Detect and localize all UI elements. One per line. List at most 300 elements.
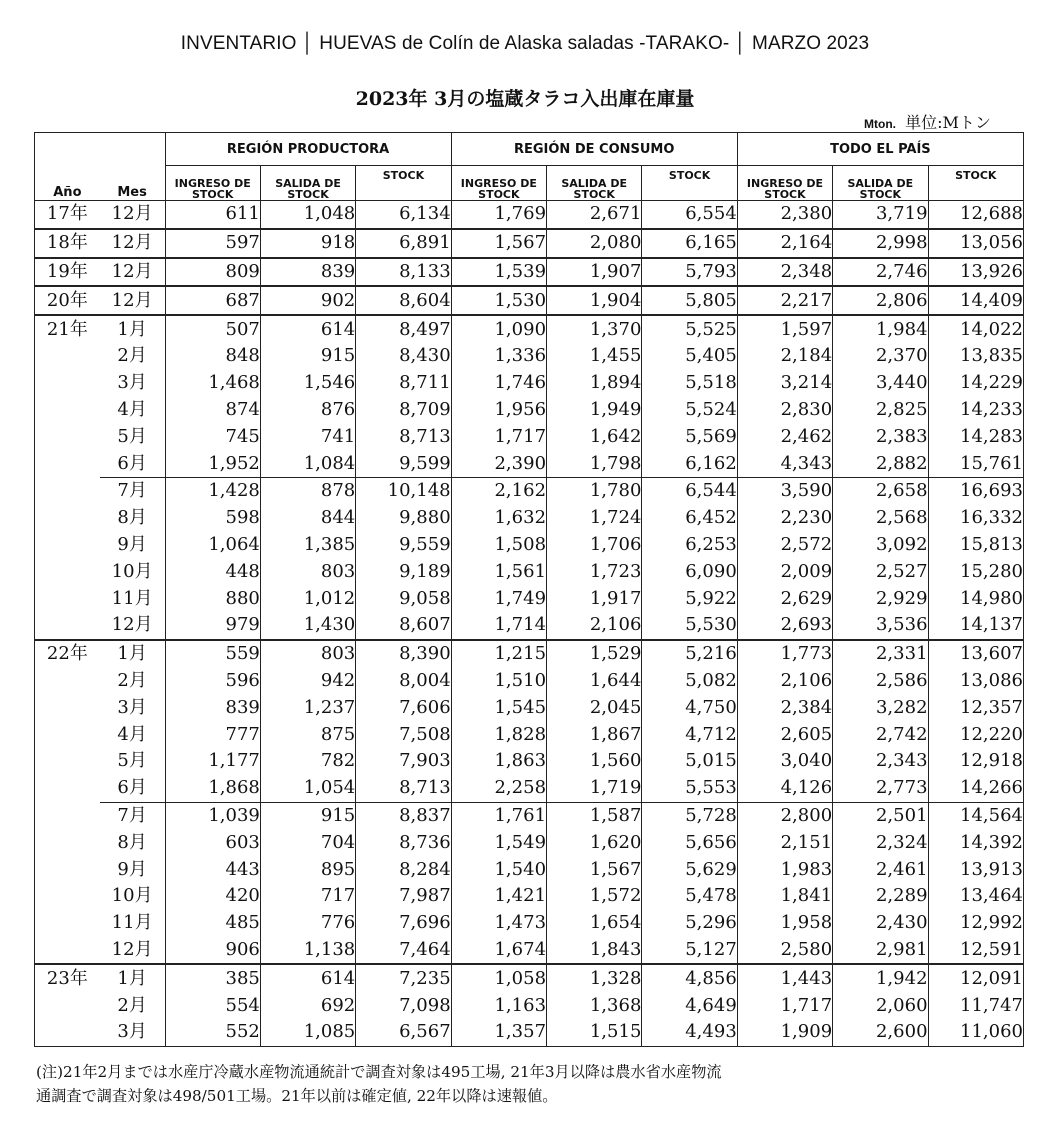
value-cell-salida-productora: 844	[260, 505, 355, 532]
value-cell-ingreso-productora: 906	[165, 937, 260, 965]
value-cell-stock-productora: 9,189	[356, 558, 451, 585]
value-cell-stock-productora: 9,599	[356, 450, 451, 477]
month-cell: 7月	[100, 477, 165, 504]
value-cell-salida-pais: 2,289	[833, 883, 928, 910]
value-cell-ingreso-productora: 485	[165, 910, 260, 937]
subheader-line-1: INGRESO DE	[174, 177, 251, 190]
value-cell-salida-pais: 2,773	[833, 775, 928, 802]
value-cell-stock-consumo: 4,856	[642, 964, 737, 992]
month-cell: 12月	[100, 201, 165, 229]
value-cell-ingreso-productora: 880	[165, 585, 260, 612]
value-cell-salida-pais: 2,430	[833, 910, 928, 937]
value-cell-stock-pais: 16,332	[928, 505, 1023, 532]
value-cell-salida-consumo: 1,560	[547, 748, 642, 775]
value-cell-ingreso-consumo: 1,769	[451, 201, 546, 229]
value-cell-salida-consumo: 1,368	[547, 992, 642, 1019]
value-cell-ingreso-consumo: 1,421	[451, 883, 546, 910]
value-cell-salida-consumo: 2,080	[547, 229, 642, 258]
value-cell-salida-pais: 2,060	[833, 992, 928, 1019]
value-cell-salida-pais: 1,942	[833, 964, 928, 992]
month-cell: 11月	[100, 585, 165, 612]
value-cell-ingreso-pais: 2,693	[737, 612, 832, 640]
value-cell-ingreso-productora: 443	[165, 856, 260, 883]
value-cell-salida-productora: 1,048	[260, 201, 355, 229]
inventory-table	[34, 132, 1024, 1047]
value-cell-ingreso-pais: 2,384	[737, 694, 832, 721]
value-cell-stock-productora: 8,607	[356, 612, 451, 640]
table-row	[35, 558, 1024, 585]
value-cell-ingreso-pais: 4,343	[737, 450, 832, 477]
value-cell-stock-pais: 14,392	[928, 829, 1023, 856]
value-cell-ingreso-productora: 809	[165, 258, 260, 287]
value-cell-ingreso-pais: 3,214	[737, 370, 832, 397]
value-cell-salida-consumo: 1,620	[547, 829, 642, 856]
value-cell-salida-productora: 1,054	[260, 775, 355, 802]
month-cell: 8月	[100, 829, 165, 856]
value-cell-stock-productora: 7,903	[356, 748, 451, 775]
value-cell-salida-pais: 2,746	[833, 258, 928, 287]
month-cell: 3月	[100, 370, 165, 397]
value-cell-stock-consumo: 6,165	[642, 229, 737, 258]
table-row	[35, 505, 1024, 532]
value-cell-stock-productora: 8,284	[356, 856, 451, 883]
value-cell-ingreso-productora: 559	[165, 640, 260, 668]
subheader-line-1: STOCK	[955, 169, 997, 182]
table-row	[35, 585, 1024, 612]
value-cell-stock-productora: 8,711	[356, 370, 451, 397]
year-cell: 17年	[35, 201, 100, 229]
value-cell-salida-consumo: 2,106	[547, 612, 642, 640]
value-cell-ingreso-productora: 597	[165, 229, 260, 258]
value-cell-ingreso-productora: 507	[165, 315, 260, 343]
value-cell-ingreso-consumo: 1,540	[451, 856, 546, 883]
table-row	[35, 477, 1024, 504]
value-cell-salida-productora: 803	[260, 640, 355, 668]
value-cell-stock-consumo: 6,253	[642, 532, 737, 559]
value-cell-salida-consumo: 1,515	[547, 1019, 642, 1046]
year-cell	[35, 668, 100, 695]
value-cell-ingreso-pais: 1,443	[737, 964, 832, 992]
document-title: INVENTARIO │ HUEVAS de Colín de Alaska saladas -TARAKO- │ MARZO 2023	[180, 33, 870, 54]
value-cell-stock-pais: 14,266	[928, 775, 1023, 802]
year-cell	[35, 397, 100, 424]
value-cell-ingreso-consumo: 1,510	[451, 668, 546, 695]
footnote-line-1: (注)21年2月までは水産庁冷蔵水産物流通統計で調査対象は495工場, 21年3月以降は農水省水産物流	[36, 1063, 722, 1081]
value-cell-salida-pais: 2,981	[833, 937, 928, 965]
value-cell-salida-productora: 915	[260, 343, 355, 370]
value-cell-salida-pais: 2,742	[833, 721, 928, 748]
value-cell-ingreso-pais: 3,040	[737, 748, 832, 775]
value-cell-stock-productora: 7,098	[356, 992, 451, 1019]
value-cell-stock-productora: 9,058	[356, 585, 451, 612]
value-cell-ingreso-productora: 611	[165, 201, 260, 229]
value-cell-salida-productora: 839	[260, 258, 355, 287]
value-cell-stock-pais: 14,137	[928, 612, 1023, 640]
month-cell: 11月	[100, 910, 165, 937]
value-cell-salida-productora: 704	[260, 829, 355, 856]
year-cell	[35, 883, 100, 910]
year-cell	[35, 992, 100, 1019]
col-header-year: Año	[35, 133, 100, 201]
value-cell-stock-productora: 8,004	[356, 668, 451, 695]
value-cell-ingreso-consumo: 1,717	[451, 423, 546, 450]
value-cell-salida-consumo: 1,654	[547, 910, 642, 937]
value-cell-stock-pais: 14,980	[928, 585, 1023, 612]
value-cell-stock-consumo: 5,530	[642, 612, 737, 640]
value-cell-ingreso-pais: 1,909	[737, 1019, 832, 1046]
value-cell-ingreso-pais: 2,629	[737, 585, 832, 612]
value-cell-salida-productora: 1,012	[260, 585, 355, 612]
year-cell	[35, 856, 100, 883]
table-row	[35, 423, 1024, 450]
value-cell-salida-consumo: 1,706	[547, 532, 642, 559]
footnote-line-2: 通調査で調査対象は498/501工場。21年以前は確定値, 22年以降は速報値。	[36, 1087, 558, 1105]
month-cell: 12月	[100, 937, 165, 965]
year-cell: 18年	[35, 229, 100, 258]
value-cell-ingreso-consumo: 1,357	[451, 1019, 546, 1046]
year-cell	[35, 937, 100, 965]
value-cell-stock-productora: 6,567	[356, 1019, 451, 1046]
value-cell-stock-productora: 8,713	[356, 775, 451, 802]
subheader-line-2: STOCK	[859, 188, 902, 201]
subheader-line-2: STOCK	[573, 188, 615, 201]
value-cell-salida-pais: 2,383	[833, 423, 928, 450]
table-row	[35, 883, 1024, 910]
value-cell-salida-consumo: 1,370	[547, 315, 642, 343]
year-cell	[35, 505, 100, 532]
year-cell: 21年	[35, 315, 100, 343]
value-cell-ingreso-productora: 448	[165, 558, 260, 585]
value-cell-ingreso-pais: 2,605	[737, 721, 832, 748]
value-cell-salida-consumo: 1,867	[547, 721, 642, 748]
table-row	[35, 286, 1024, 315]
value-cell-salida-consumo: 1,904	[547, 286, 642, 315]
value-cell-salida-productora: 875	[260, 721, 355, 748]
year-cell	[35, 477, 100, 504]
value-cell-stock-pais: 12,992	[928, 910, 1023, 937]
value-cell-stock-productora: 7,235	[356, 964, 451, 992]
value-cell-salida-productora: 782	[260, 748, 355, 775]
year-cell: 22年	[35, 640, 100, 668]
year-cell	[35, 343, 100, 370]
month-cell: 8月	[100, 505, 165, 532]
value-cell-stock-productora: 8,390	[356, 640, 451, 668]
month-cell: 10月	[100, 883, 165, 910]
value-cell-salida-productora: 895	[260, 856, 355, 883]
value-cell-salida-productora: 902	[260, 286, 355, 315]
year-cell	[35, 423, 100, 450]
value-cell-stock-consumo: 6,544	[642, 477, 737, 504]
month-cell: 12月	[100, 229, 165, 258]
value-cell-ingreso-pais: 2,572	[737, 532, 832, 559]
value-cell-ingreso-pais: 1,983	[737, 856, 832, 883]
value-cell-salida-consumo: 1,572	[547, 883, 642, 910]
year-cell	[35, 694, 100, 721]
value-cell-stock-consumo: 5,553	[642, 775, 737, 802]
value-cell-salida-pais: 2,586	[833, 668, 928, 695]
value-cell-ingreso-productora: 1,868	[165, 775, 260, 802]
value-cell-ingreso-pais: 2,380	[737, 201, 832, 229]
table-row	[35, 802, 1024, 829]
month-cell: 12月	[100, 286, 165, 315]
value-cell-salida-consumo: 1,719	[547, 775, 642, 802]
value-cell-salida-pais: 2,882	[833, 450, 928, 477]
value-cell-ingreso-consumo: 1,473	[451, 910, 546, 937]
value-cell-stock-pais: 11,060	[928, 1019, 1023, 1046]
value-cell-ingreso-consumo: 1,674	[451, 937, 546, 965]
subheader-line-1: INGRESO DE	[460, 177, 537, 190]
subheader-line-1: SALIDA DE	[847, 177, 914, 190]
value-cell-salida-pais: 3,719	[833, 201, 928, 229]
value-cell-salida-productora: 1,138	[260, 937, 355, 965]
value-cell-stock-productora: 9,880	[356, 505, 451, 532]
value-cell-stock-pais: 13,056	[928, 229, 1023, 258]
month-cell: 5月	[100, 423, 165, 450]
value-cell-stock-productora: 7,987	[356, 883, 451, 910]
subheader-ingreso-consumo	[451, 166, 546, 201]
value-cell-salida-consumo: 1,642	[547, 423, 642, 450]
value-cell-salida-consumo: 1,798	[547, 450, 642, 477]
value-cell-stock-productora: 8,430	[356, 343, 451, 370]
value-cell-salida-pais: 2,527	[833, 558, 928, 585]
value-cell-stock-consumo: 5,793	[642, 258, 737, 287]
value-cell-ingreso-consumo: 2,162	[451, 477, 546, 504]
month-cell: 1月	[100, 964, 165, 992]
value-cell-salida-pais: 2,501	[833, 802, 928, 829]
value-cell-salida-consumo: 1,587	[547, 802, 642, 829]
table-row	[35, 937, 1024, 965]
value-cell-salida-pais: 2,324	[833, 829, 928, 856]
value-cell-salida-consumo: 1,455	[547, 343, 642, 370]
value-cell-ingreso-productora: 554	[165, 992, 260, 1019]
value-cell-salida-productora: 803	[260, 558, 355, 585]
value-cell-stock-productora: 7,508	[356, 721, 451, 748]
month-cell: 2月	[100, 668, 165, 695]
value-cell-ingreso-pais: 1,597	[737, 315, 832, 343]
year-cell	[35, 585, 100, 612]
value-cell-ingreso-consumo: 1,549	[451, 829, 546, 856]
table-row	[35, 721, 1024, 748]
value-cell-salida-productora: 692	[260, 992, 355, 1019]
value-cell-salida-productora: 741	[260, 423, 355, 450]
value-cell-ingreso-pais: 2,230	[737, 505, 832, 532]
value-cell-salida-pais: 2,825	[833, 397, 928, 424]
value-cell-salida-consumo: 2,671	[547, 201, 642, 229]
value-cell-ingreso-productora: 979	[165, 612, 260, 640]
month-cell: 12月	[100, 612, 165, 640]
value-cell-stock-pais: 12,918	[928, 748, 1023, 775]
subheader-salida-consumo	[547, 166, 642, 201]
value-cell-stock-consumo: 5,805	[642, 286, 737, 315]
table-row	[35, 992, 1024, 1019]
year-cell	[35, 910, 100, 937]
value-cell-stock-productora: 8,709	[356, 397, 451, 424]
value-cell-stock-productora: 8,736	[356, 829, 451, 856]
value-cell-stock-productora: 8,837	[356, 802, 451, 829]
value-cell-stock-consumo: 5,015	[642, 748, 737, 775]
month-cell: 2月	[100, 343, 165, 370]
month-cell: 4月	[100, 721, 165, 748]
value-cell-stock-pais: 14,233	[928, 397, 1023, 424]
value-cell-ingreso-consumo: 1,746	[451, 370, 546, 397]
value-cell-stock-consumo: 5,922	[642, 585, 737, 612]
value-cell-salida-pais: 2,343	[833, 748, 928, 775]
value-cell-stock-pais: 13,913	[928, 856, 1023, 883]
year-cell	[35, 450, 100, 477]
value-cell-stock-consumo: 5,082	[642, 668, 737, 695]
table-row	[35, 315, 1024, 343]
value-cell-ingreso-productora: 1,064	[165, 532, 260, 559]
table-row	[35, 229, 1024, 258]
value-cell-ingreso-productora: 1,039	[165, 802, 260, 829]
value-cell-salida-pais: 2,331	[833, 640, 928, 668]
month-cell: 1月	[100, 640, 165, 668]
value-cell-salida-productora: 614	[260, 964, 355, 992]
value-cell-ingreso-productora: 777	[165, 721, 260, 748]
subheader-stock-pais	[928, 166, 1023, 201]
value-cell-ingreso-productora: 385	[165, 964, 260, 992]
month-cell: 6月	[100, 450, 165, 477]
value-cell-stock-pais: 13,926	[928, 258, 1023, 287]
value-cell-salida-pais: 2,568	[833, 505, 928, 532]
value-cell-ingreso-pais: 2,106	[737, 668, 832, 695]
value-cell-ingreso-consumo: 1,761	[451, 802, 546, 829]
month-cell: 2月	[100, 992, 165, 1019]
group-header-consumo: REGIÓN DE CONSUMO	[451, 133, 737, 166]
value-cell-stock-productora: 10,148	[356, 477, 451, 504]
value-cell-ingreso-productora: 874	[165, 397, 260, 424]
unit-label-jp: 単位:Mトン	[905, 113, 991, 132]
month-cell: 6月	[100, 775, 165, 802]
value-cell-stock-pais: 13,835	[928, 343, 1023, 370]
value-cell-ingreso-pais: 1,717	[737, 992, 832, 1019]
value-cell-stock-pais: 11,747	[928, 992, 1023, 1019]
value-cell-ingreso-pais: 2,830	[737, 397, 832, 424]
month-cell: 7月	[100, 802, 165, 829]
value-cell-ingreso-pais: 2,151	[737, 829, 832, 856]
value-cell-ingreso-pais: 2,462	[737, 423, 832, 450]
value-cell-salida-productora: 1,385	[260, 532, 355, 559]
value-cell-ingreso-productora: 1,177	[165, 748, 260, 775]
value-cell-stock-consumo: 6,162	[642, 450, 737, 477]
subheader-line-2: STOCK	[478, 188, 520, 201]
subheader-line-2: STOCK	[287, 188, 329, 201]
value-cell-ingreso-consumo: 1,090	[451, 315, 546, 343]
table-row	[35, 640, 1024, 668]
value-cell-ingreso-productora: 1,428	[165, 477, 260, 504]
value-cell-stock-productora: 8,604	[356, 286, 451, 315]
value-cell-stock-pais: 12,357	[928, 694, 1023, 721]
month-cell: 3月	[100, 1019, 165, 1046]
value-cell-ingreso-consumo: 1,058	[451, 964, 546, 992]
value-cell-salida-productora: 918	[260, 229, 355, 258]
table-body	[35, 201, 1024, 1047]
subheader-salida-productora	[260, 166, 355, 201]
value-cell-stock-consumo: 5,518	[642, 370, 737, 397]
table-row	[35, 964, 1024, 992]
value-cell-salida-pais: 2,370	[833, 343, 928, 370]
value-cell-stock-productora: 7,464	[356, 937, 451, 965]
table-row	[35, 612, 1024, 640]
value-cell-stock-pais: 13,607	[928, 640, 1023, 668]
year-cell	[35, 748, 100, 775]
value-cell-ingreso-pais: 2,164	[737, 229, 832, 258]
value-cell-stock-pais: 15,761	[928, 450, 1023, 477]
value-cell-salida-consumo: 1,567	[547, 856, 642, 883]
value-cell-stock-consumo: 5,296	[642, 910, 737, 937]
value-cell-stock-consumo: 5,405	[642, 343, 737, 370]
table-row	[35, 775, 1024, 802]
subheader-line-1: INGRESO DE	[746, 177, 823, 190]
value-cell-stock-pais: 14,564	[928, 802, 1023, 829]
value-cell-stock-consumo: 5,127	[642, 937, 737, 965]
value-cell-ingreso-pais: 3,590	[737, 477, 832, 504]
value-cell-ingreso-pais: 1,773	[737, 640, 832, 668]
value-cell-stock-pais: 15,280	[928, 558, 1023, 585]
year-cell	[35, 370, 100, 397]
value-cell-salida-consumo: 1,894	[547, 370, 642, 397]
value-cell-salida-productora: 1,084	[260, 450, 355, 477]
value-cell-salida-consumo: 1,724	[547, 505, 642, 532]
value-cell-salida-consumo: 1,780	[547, 477, 642, 504]
value-cell-ingreso-consumo: 1,749	[451, 585, 546, 612]
value-cell-stock-consumo: 4,712	[642, 721, 737, 748]
value-cell-stock-consumo: 5,629	[642, 856, 737, 883]
year-cell	[35, 829, 100, 856]
subheader-row	[35, 166, 1024, 201]
value-cell-salida-pais: 2,461	[833, 856, 928, 883]
value-cell-salida-productora: 915	[260, 802, 355, 829]
value-cell-salida-consumo: 1,949	[547, 397, 642, 424]
value-cell-stock-consumo: 6,554	[642, 201, 737, 229]
year-cell	[35, 721, 100, 748]
value-cell-ingreso-consumo: 1,828	[451, 721, 546, 748]
value-cell-salida-pais: 3,536	[833, 612, 928, 640]
month-cell: 9月	[100, 856, 165, 883]
value-cell-ingreso-productora: 552	[165, 1019, 260, 1046]
year-cell	[35, 1019, 100, 1046]
footnote	[36, 1060, 1026, 1108]
subheader-line-1: SALIDA DE	[561, 177, 628, 190]
month-cell: 12月	[100, 258, 165, 287]
value-cell-stock-consumo: 5,216	[642, 640, 737, 668]
value-cell-salida-productora: 1,546	[260, 370, 355, 397]
year-cell	[35, 802, 100, 829]
month-cell: 1月	[100, 315, 165, 343]
value-cell-stock-productora: 6,134	[356, 201, 451, 229]
value-cell-stock-pais: 14,229	[928, 370, 1023, 397]
subheader-line-1: SALIDA DE	[275, 177, 341, 190]
value-cell-salida-consumo: 2,045	[547, 694, 642, 721]
unit-label-en: Mton.	[864, 117, 896, 131]
subheader-salida-pais	[833, 166, 928, 201]
value-cell-stock-pais: 12,688	[928, 201, 1023, 229]
value-cell-ingreso-consumo: 1,539	[451, 258, 546, 287]
value-cell-salida-pais: 2,658	[833, 477, 928, 504]
group-header-todo-el-pais: TODO EL PAÍS	[737, 133, 1023, 166]
value-cell-ingreso-productora: 1,952	[165, 450, 260, 477]
table-row	[35, 370, 1024, 397]
year-cell: 19年	[35, 258, 100, 287]
subheader-line-1: STOCK	[382, 169, 425, 182]
value-cell-salida-pais: 3,282	[833, 694, 928, 721]
value-cell-stock-pais: 14,283	[928, 423, 1023, 450]
value-cell-salida-pais: 2,600	[833, 1019, 928, 1046]
value-cell-ingreso-productora: 839	[165, 694, 260, 721]
table-row	[35, 856, 1024, 883]
value-cell-ingreso-pais: 2,184	[737, 343, 832, 370]
value-cell-stock-pais: 13,464	[928, 883, 1023, 910]
